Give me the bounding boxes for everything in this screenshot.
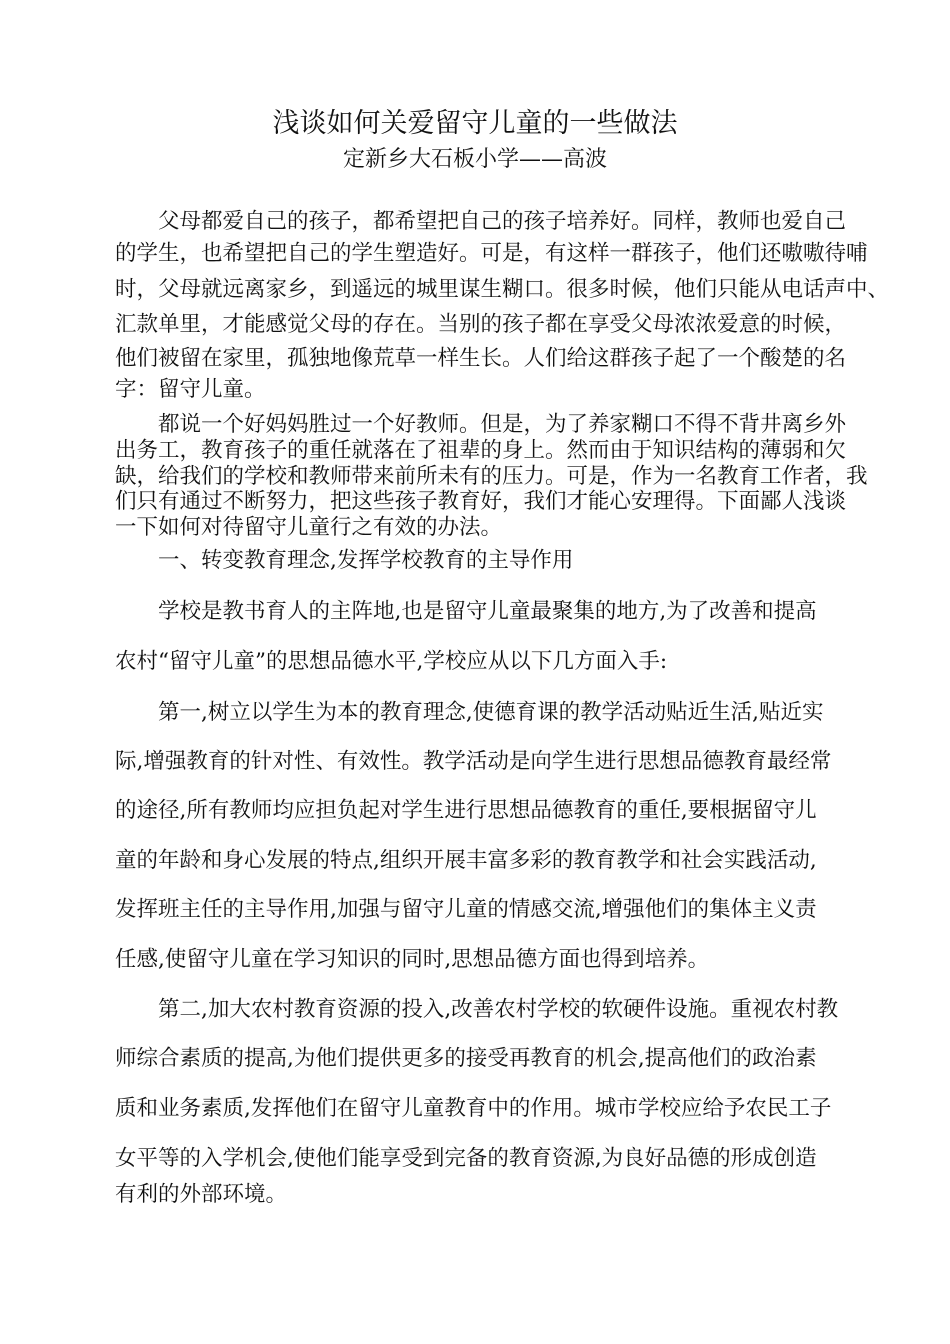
text-line: 师综合素质的提高,为他们提供更多的接受再教育的机会,提高他们的政治素 bbox=[115, 1046, 817, 1071]
text-line: 第一,树立以学生为本的教育理念,使德育课的教学活动贴近生活,贴近实 bbox=[158, 700, 824, 725]
text-line: 字：留守儿童。 bbox=[115, 377, 266, 402]
document-title: 浅谈如何关爱留守儿童的一些做法 bbox=[272, 108, 678, 139]
text-line: 的学生，也希望把自己的学生塑造好。可是，有这样一群孩子，他们还嗷嗷待哺 bbox=[115, 241, 868, 266]
text-line: 女平等的入学机会,使他们能享受到完备的教育资源,为良好品德的形成创造 bbox=[115, 1146, 817, 1171]
text-line: 一下如何对待留守儿童行之有效的办法。 bbox=[115, 515, 503, 540]
document-author: 定新乡大石板小学——高波 bbox=[342, 147, 607, 172]
text-line: 有利的外部环境。 bbox=[115, 1182, 288, 1207]
text-line: 缺，给我们的学校和教师带来前所未有的压力。可是，作为一名教育工作者，我 bbox=[115, 464, 868, 489]
text-line: 都说一个好妈妈胜过一个好教师。但是，为了养家糊口不得不背井离乡外 bbox=[158, 412, 847, 437]
text-line: 农村“留守儿童”的思想品德水平,学校应从以下几方面入手: bbox=[115, 649, 668, 674]
text-line: 童的年龄和身心发展的特点,组织开展丰富多彩的教育教学和社会实践活动, bbox=[115, 848, 817, 873]
text-line: 出务工，教育孩子的重任就落在了祖辈的身上。然而由于知识结构的薄弱和欠 bbox=[115, 438, 847, 463]
text-line: 发挥班主任的主导作用,加强与留守儿童的情感交流,增强他们的集体主义责 bbox=[115, 897, 817, 922]
text-line: 的途径,所有教师均应担负起对学生进行思想品德教育的重任,要根据留守儿 bbox=[115, 798, 817, 823]
text-line: 父母都爱自己的孩子，都希望把自己的孩子培养好。同样，教师也爱自己 bbox=[158, 209, 847, 234]
text-line: 际,增强教育的针对性、有效性。教学活动是向学生进行思想品德教育最经常 bbox=[115, 749, 832, 774]
text-line: 们只有通过不断努力，把这些孩子教育好，我们才能心安理得。下面鄙人浅谈 bbox=[115, 489, 847, 514]
text-line: 汇款单里，才能感觉父母的存在。当别的孩子都在享受父母浓浓爱意的时候， bbox=[115, 312, 847, 337]
text-line: 质和业务素质,发挥他们在留守儿童教育中的作用。城市学校应给予农民工子 bbox=[115, 1096, 832, 1121]
text-line: 他们被留在家里，孤独地像荒草一样生长。人们给这群孩子起了一个酸楚的名 bbox=[115, 346, 847, 371]
section-heading: 一、转变教育理念,发挥学校教育的主导作用 bbox=[158, 548, 574, 573]
text-line: 时，父母就远离家乡，到遥远的城里谋生糊口。很多时候，他们只能从电话声中、 bbox=[115, 277, 890, 302]
text-line: 第二,加大农村教育资源的投入,改善农村学校的软硬件设施。重视农村教 bbox=[158, 997, 839, 1022]
text-line: 学校是教书育人的主阵地,也是留守儿童最聚集的地方,为了改善和提高 bbox=[158, 599, 817, 624]
text-line: 任感,使留守儿童在学习知识的同时,思想品德方面也得到培养。 bbox=[115, 947, 710, 972]
